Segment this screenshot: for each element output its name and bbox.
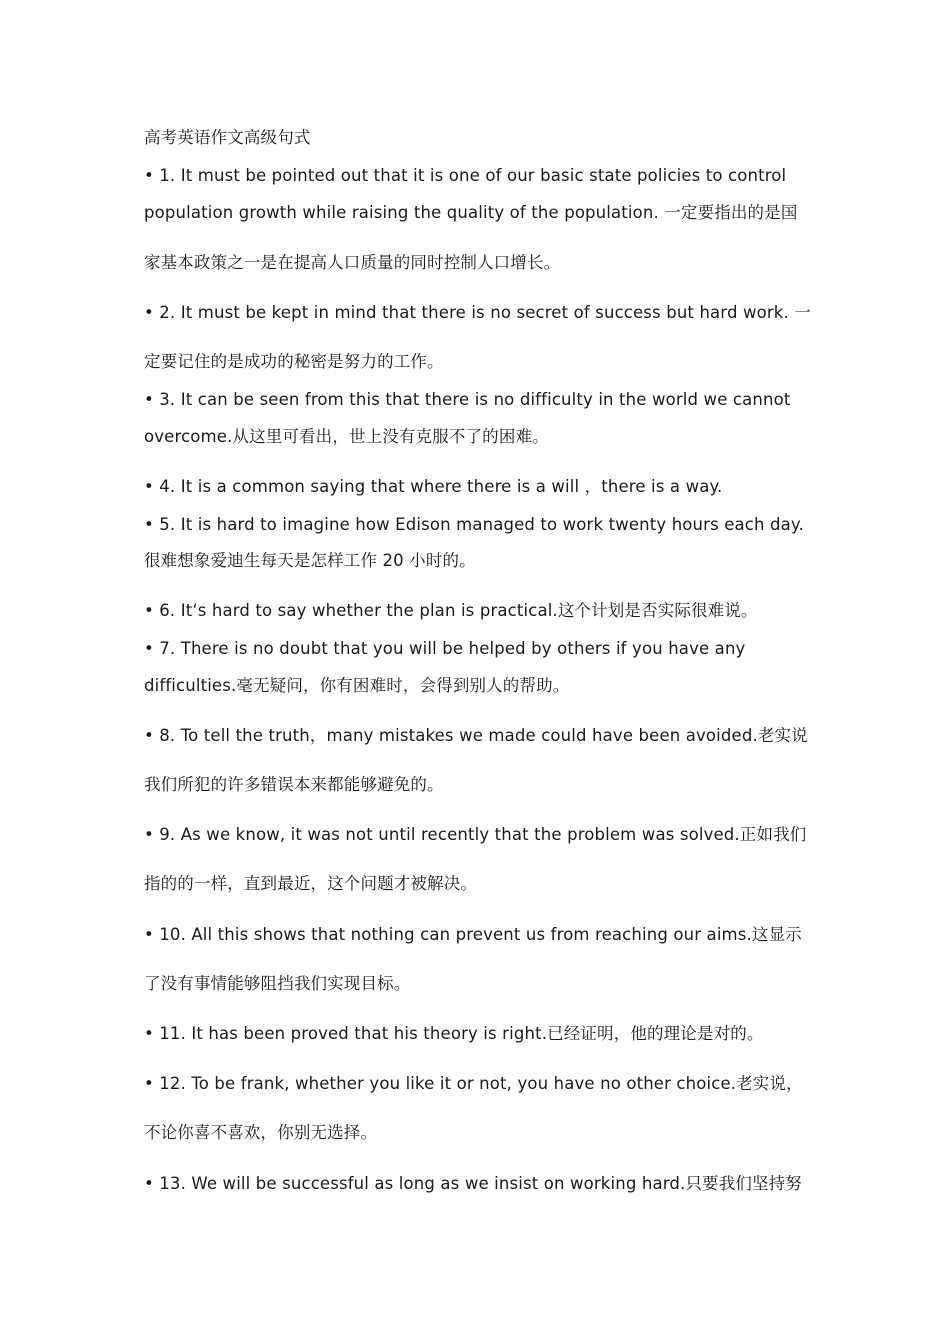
text-line: • 1. It must be pointed out that it is one of our basic state policies to control bbox=[144, 166, 787, 185]
text-line: • 10. All this shows that nothing can prevent us from reaching our aims.这显示 bbox=[144, 925, 802, 944]
text-line: 家基本政策之一是在提高人口质量的同时控制人口增长。 bbox=[144, 253, 561, 272]
text-line: 指的的一样，直到最近，这个问题才被解决。 bbox=[144, 874, 477, 893]
text-line: • 5. It is hard to imagine how Edison managed to work twenty hours each day. bbox=[144, 515, 804, 534]
text-line: overcome.从这里可看出，世上没有克服不了的困难。 bbox=[144, 427, 549, 446]
text-line: • 6. It‘s hard to say whether the plan is practical.这个计划是否实际很难说。 bbox=[144, 601, 758, 620]
text-line: 了没有事情能够阻挡我们实现目标。 bbox=[144, 974, 411, 993]
text-line: 定要记住的是成功的秘密是努力的工作。 bbox=[144, 352, 444, 371]
document-title: 高考英语作文高级句式 bbox=[144, 128, 311, 147]
text-line: • 9. As we know, it was not until recently that the problem was solved.正如我们 bbox=[144, 825, 807, 844]
text-line: 不论你喜不喜欢，你别无选择。 bbox=[144, 1123, 378, 1142]
text-line: • 7. There is no doubt that you will be helped by others if you have any bbox=[144, 639, 746, 658]
text-line: • 12. To be frank, whether you like it or not, you have no other choice.老实说， bbox=[144, 1074, 803, 1093]
text-line: difficulties.毫无疑问，你有困难时，会得到别人的帮助。 bbox=[144, 676, 570, 695]
text-line: population growth while raising the quality of the population. 一定要指出的是国 bbox=[144, 203, 798, 222]
text-line: • 2. It must be kept in mind that there is no secret of success but hard work. 一 bbox=[144, 303, 811, 322]
text-line: • 13. We will be successful as long as we insist on working hard.只要我们坚持努 bbox=[144, 1174, 802, 1193]
text-line: • 8. To tell the truth，many mistakes we made could have been avoided.老实说 bbox=[144, 726, 808, 745]
text-line: 很难想象爱迪生每天是怎样工作 20 小时的。 bbox=[144, 551, 476, 570]
text-line: 我们所犯的许多错误本来都能够避免的。 bbox=[144, 775, 444, 794]
text-line: • 11. It has been proved that his theory is right.已经证明，他的理论是对的。 bbox=[144, 1024, 764, 1043]
text-line: • 3. It can be seen from this that there is no difficulty in the world we cannot bbox=[144, 390, 791, 409]
text-line: • 4. It is a common saying that where there is a will ，there is a way. bbox=[144, 477, 723, 496]
